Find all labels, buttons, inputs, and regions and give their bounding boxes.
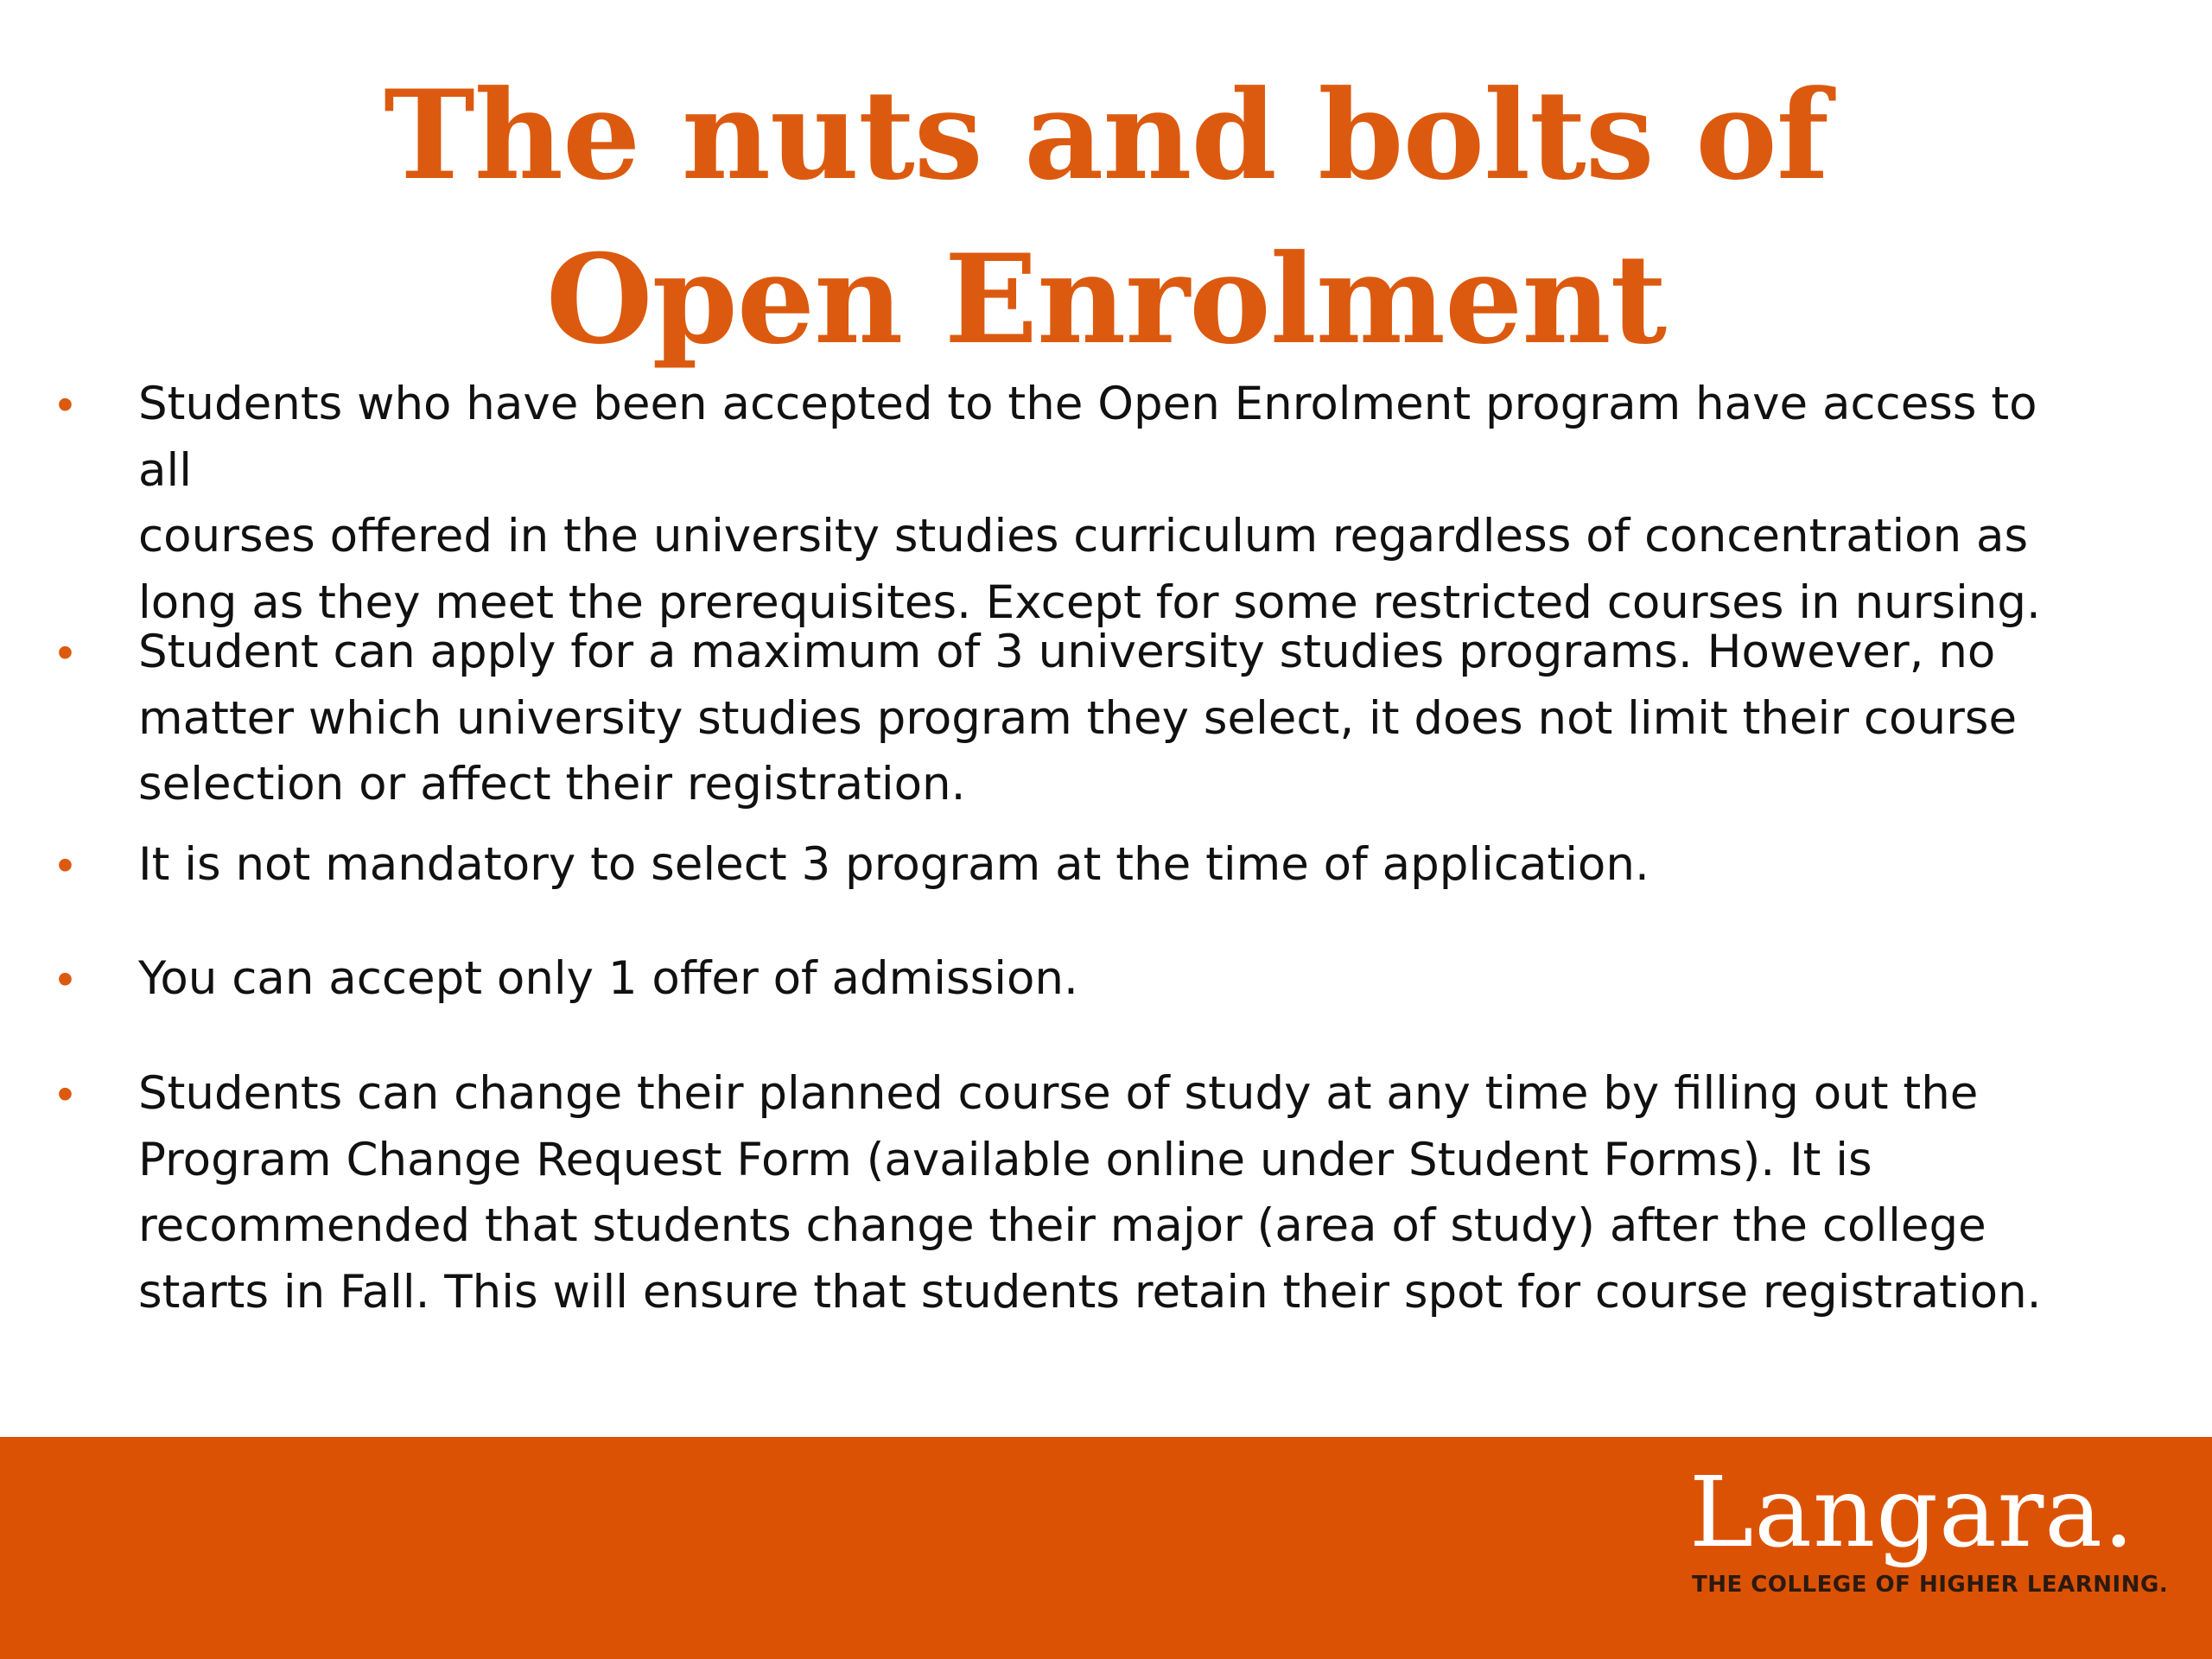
bullet-marker: •: [57, 378, 73, 430]
bullet-text-4: You can accept only 1 offer of admission.: [138, 952, 1078, 1005]
langara-logo: Langara.: [1689, 1457, 2135, 1569]
bullet-text-2: Student can apply for a maximum of 3 university studies programs. However, no matter which university studies program they select, it does not limit their course selection or affect their registration.: [138, 626, 2018, 810]
slide-title: [0, 54, 2212, 382]
bullet-marker: •: [57, 953, 73, 1005]
title-line-1: The nuts and bolts of: [384, 64, 1828, 207]
title-line-2: Open Enrolment: [545, 228, 1667, 372]
logo-tagline: THE COLLEGE OF HIGHER LEARNING.: [1692, 1572, 2169, 1598]
bullet-text-3: It is not mandatory to select 3 program at the time of application.: [138, 838, 1649, 891]
bullet-marker: •: [57, 626, 73, 678]
bullet-marker: •: [57, 839, 73, 891]
bullet-text-1: Students who have been accepted to the Open Enrolment program have access to all courses offered in the university studies curriculum regardless of concentration as long as they meet the prerequisites. Except for some restricted courses in nursing.: [138, 378, 2041, 629]
bullet-text-5: Students can change their planned course of study at any time by filling out the Program Change Request Form (available online under Student Forms). It is recommended that students change their major (area of study) after the college starts in Fall. This will ensure that students retain their spot for course registration.: [138, 1067, 2042, 1319]
bullet-marker: •: [57, 1068, 73, 1120]
